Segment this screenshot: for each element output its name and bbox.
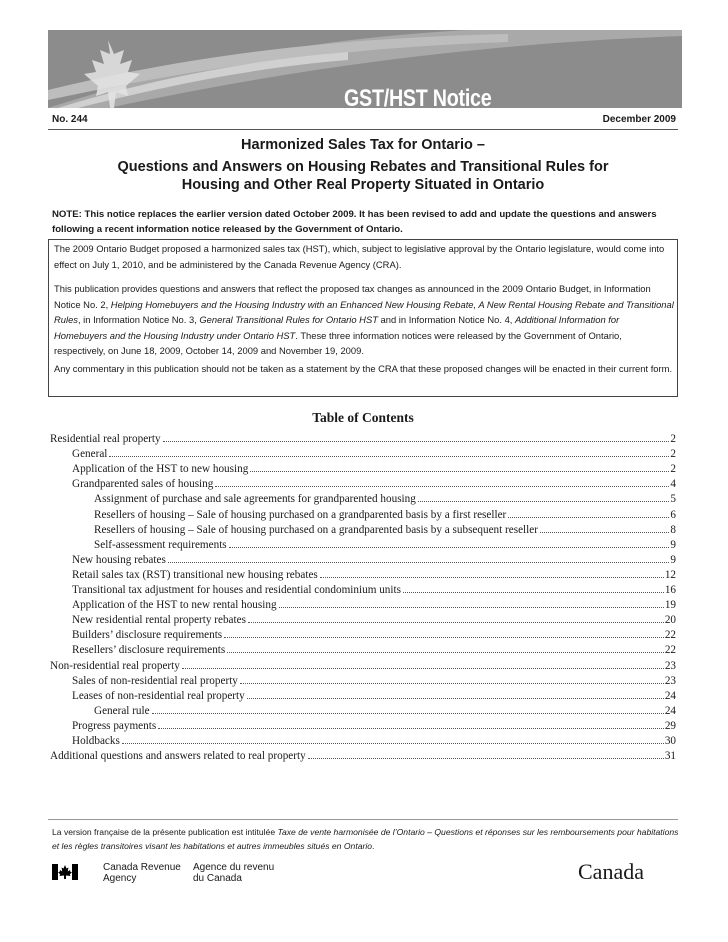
toc-leader-dots bbox=[168, 561, 670, 563]
toc-leader-dots bbox=[227, 651, 664, 653]
toc-entry-label: General bbox=[72, 448, 108, 461]
toc-entry[interactable] bbox=[50, 629, 676, 644]
toc-entry[interactable] bbox=[50, 750, 676, 765]
footer-divider bbox=[48, 819, 678, 820]
toc-title: Table of Contents bbox=[312, 410, 414, 425]
toc-leader-dots bbox=[250, 470, 669, 472]
toc-leader-dots bbox=[508, 516, 669, 518]
toc-entry[interactable] bbox=[50, 554, 676, 569]
toc-entry-page: 22 bbox=[664, 644, 676, 657]
toc-entry[interactable] bbox=[50, 524, 676, 539]
canada-flag-icon bbox=[52, 864, 78, 880]
toc-entry-page: 24 bbox=[664, 689, 676, 702]
toc-entry-label: Leases of non-residential real property bbox=[72, 689, 245, 702]
canada-wordmark: Canada bbox=[578, 859, 644, 884]
toc-entry-page: 23 bbox=[664, 674, 676, 687]
toc-leader-dots bbox=[122, 742, 664, 744]
document-title-line1: Harmonized Sales Tax for Ontario – bbox=[241, 137, 485, 153]
toc-entry-label: Retail sales tax (RST) transitional new housing rebates bbox=[72, 568, 318, 581]
toc-entry-page: 2 bbox=[670, 433, 676, 445]
notice-number: No. 244 bbox=[52, 114, 88, 125]
toc-entry[interactable] bbox=[50, 584, 676, 599]
toc-entry-page: 30 bbox=[664, 735, 676, 747]
toc-entry-page: 2 bbox=[670, 463, 676, 476]
toc-entry-label: Progress payments bbox=[72, 719, 157, 732]
toc-entry-label: General rule bbox=[94, 704, 150, 717]
toc-entry-page: 19 bbox=[664, 599, 676, 612]
divider bbox=[48, 129, 678, 130]
toc-entry-label: Application of the HST to new housing bbox=[72, 463, 249, 476]
toc-entry-page: 4 bbox=[670, 478, 676, 491]
toc-entry[interactable] bbox=[50, 478, 676, 493]
toc-entry-label: Sales of non-residential real property bbox=[72, 674, 238, 687]
toc-leader-dots bbox=[182, 667, 664, 669]
toc-leader-dots bbox=[403, 591, 664, 593]
toc-entry-page: 31 bbox=[664, 750, 676, 763]
toc-entry-label: Application of the HST to new rental housing bbox=[72, 599, 277, 612]
agency-name-french: Agence du revenu du Canada bbox=[193, 862, 275, 884]
toc-entry[interactable] bbox=[50, 599, 676, 614]
toc-entry-label: New residential rental property rebates bbox=[72, 614, 246, 627]
toc-entry[interactable] bbox=[50, 690, 676, 705]
toc-leader-dots bbox=[109, 455, 669, 457]
toc-entry[interactable] bbox=[50, 448, 676, 463]
toc-entry-page: 8 bbox=[670, 523, 676, 536]
toc-leader-dots bbox=[279, 606, 664, 608]
toc-entry[interactable] bbox=[50, 493, 676, 508]
toc-entry-label: Grandparented sales of housing bbox=[72, 478, 214, 491]
toc-entry-page: 29 bbox=[664, 719, 676, 732]
toc-leader-dots bbox=[240, 682, 664, 684]
toc-leader-dots bbox=[224, 636, 664, 638]
toc-entry[interactable] bbox=[50, 675, 676, 690]
toc-entry-page: 23 bbox=[664, 659, 676, 672]
toc-entry-page: 9 bbox=[670, 538, 676, 551]
toc-entry-page: 22 bbox=[664, 629, 676, 642]
toc-leader-dots bbox=[163, 440, 670, 442]
toc-entry-label: Resellers of housing – Sale of housing purchased on a grandparented basis by a first reseller bbox=[94, 508, 507, 521]
toc-leader-dots bbox=[540, 531, 669, 533]
toc-entry-label: Builders’ disclosure requirements bbox=[72, 629, 223, 642]
toc-entry[interactable] bbox=[50, 433, 676, 448]
toc-entry-page: 5 bbox=[670, 493, 676, 506]
banner-title: GST/HST Notice bbox=[344, 85, 492, 108]
toc-leader-dots bbox=[418, 500, 670, 502]
toc-entry-label: Assignment of purchase and sale agreements for grandparented housing bbox=[94, 493, 416, 506]
toc-entry[interactable] bbox=[50, 569, 676, 584]
toc-entry[interactable] bbox=[50, 509, 676, 524]
toc-entry-label: Residential real property bbox=[50, 433, 161, 445]
intro-paragraph-2: This publication provides questions and answers that reflect the proposed tax changes as announced in the 2009 Ontario Budget, in Information Notice No. 2, Helping Homebuyers and the Housing Industry with an Enhanced New Housing Rebate, A New Rental Housing Rebate and Transitional Rules, in Information Notice No. 3, General Transitional Rules for Ontario HST and in Information Notice No. 4, Additional Information for Homebuyers and the Housing Industry under Ontario HST. These three information notices were released by the Government of Ontario, respectively, on June 18, 2009, October 14, 2009 and November 19, 2009. bbox=[54, 283, 674, 356]
toc-entry[interactable] bbox=[50, 463, 676, 478]
agency-name-english: Canada Revenue Agency bbox=[103, 862, 181, 884]
toc-leader-dots bbox=[320, 576, 664, 578]
toc-entry[interactable] bbox=[50, 720, 676, 735]
intro-box bbox=[48, 239, 678, 397]
toc-entry[interactable] bbox=[50, 644, 676, 659]
toc-entry-page: 16 bbox=[664, 584, 676, 596]
toc-entry[interactable] bbox=[50, 705, 676, 720]
toc-entry-page: 24 bbox=[664, 704, 676, 717]
toc-entry-label: Resellers’ disclosure requirements bbox=[72, 644, 226, 657]
toc-entry-label: Resellers of housing – Sale of housing purchased on a grandparented basis by a subsequent reseller bbox=[94, 523, 538, 536]
french-version-note: La version française de la présente publication est intitulée Taxe de vente harmonisée de l’Ontario – Questions et réponses sur les remboursements pour habitations et les règles transitoires visant les habitations et autres immeubles situés en Ontario. bbox=[52, 827, 679, 851]
toc-entry-label: Transitional tax adjustment for houses and residential condominium units bbox=[72, 584, 401, 596]
toc-entry-label: Holdbacks bbox=[72, 735, 120, 747]
toc-entry-label: Non-residential real property bbox=[50, 659, 180, 672]
toc-entry-page: 2 bbox=[670, 448, 676, 461]
toc-entry-page: 20 bbox=[664, 614, 676, 627]
toc-entry[interactable] bbox=[50, 660, 676, 675]
toc-leader-dots bbox=[158, 727, 664, 729]
notice-date: December 2009 bbox=[602, 114, 676, 125]
toc-entry-label: New housing rebates bbox=[72, 553, 166, 566]
intro-paragraph-3: Any commentary in this publication should not be taken as a statement by the CRA that these proposed changes will be enacted in their current form. bbox=[54, 363, 673, 374]
document-title-line2: Questions and Answers on Housing Rebates and Transitional Rules for Housing and Other Real Property Situated in Ontario bbox=[117, 159, 609, 193]
toc-entry[interactable] bbox=[50, 735, 676, 750]
revision-note: NOTE: This notice replaces the earlier version dated October 2009. It has been revised to add and update the questions and answers following a recent information notice released by the Government of Ontario. bbox=[52, 209, 657, 235]
toc-leader-dots bbox=[152, 712, 664, 714]
toc-entry-page: 12 bbox=[664, 568, 676, 581]
toc-leader-dots bbox=[247, 697, 664, 699]
toc-entry-label: Self-assessment requirements bbox=[94, 538, 227, 551]
toc-leader-dots bbox=[229, 546, 670, 548]
toc-leader-dots bbox=[308, 757, 664, 759]
header-banner bbox=[48, 30, 682, 108]
toc-entry[interactable] bbox=[50, 614, 676, 629]
toc-entry-label: Additional questions and answers related to real property bbox=[50, 750, 306, 763]
intro-paragraph-1: The 2009 Ontario Budget proposed a harmonized sales tax (HST), which, subject to legislative approval by the Ontario legislature, would come into effect on July 1, 2010, and be administered by the Canada Revenue Agency (CRA). bbox=[54, 243, 665, 270]
toc-leader-dots bbox=[248, 621, 664, 623]
toc-entry[interactable] bbox=[50, 539, 676, 554]
toc-leader-dots bbox=[215, 485, 669, 487]
toc-entry-page: 6 bbox=[670, 508, 676, 521]
toc-entry-page: 9 bbox=[670, 553, 676, 566]
